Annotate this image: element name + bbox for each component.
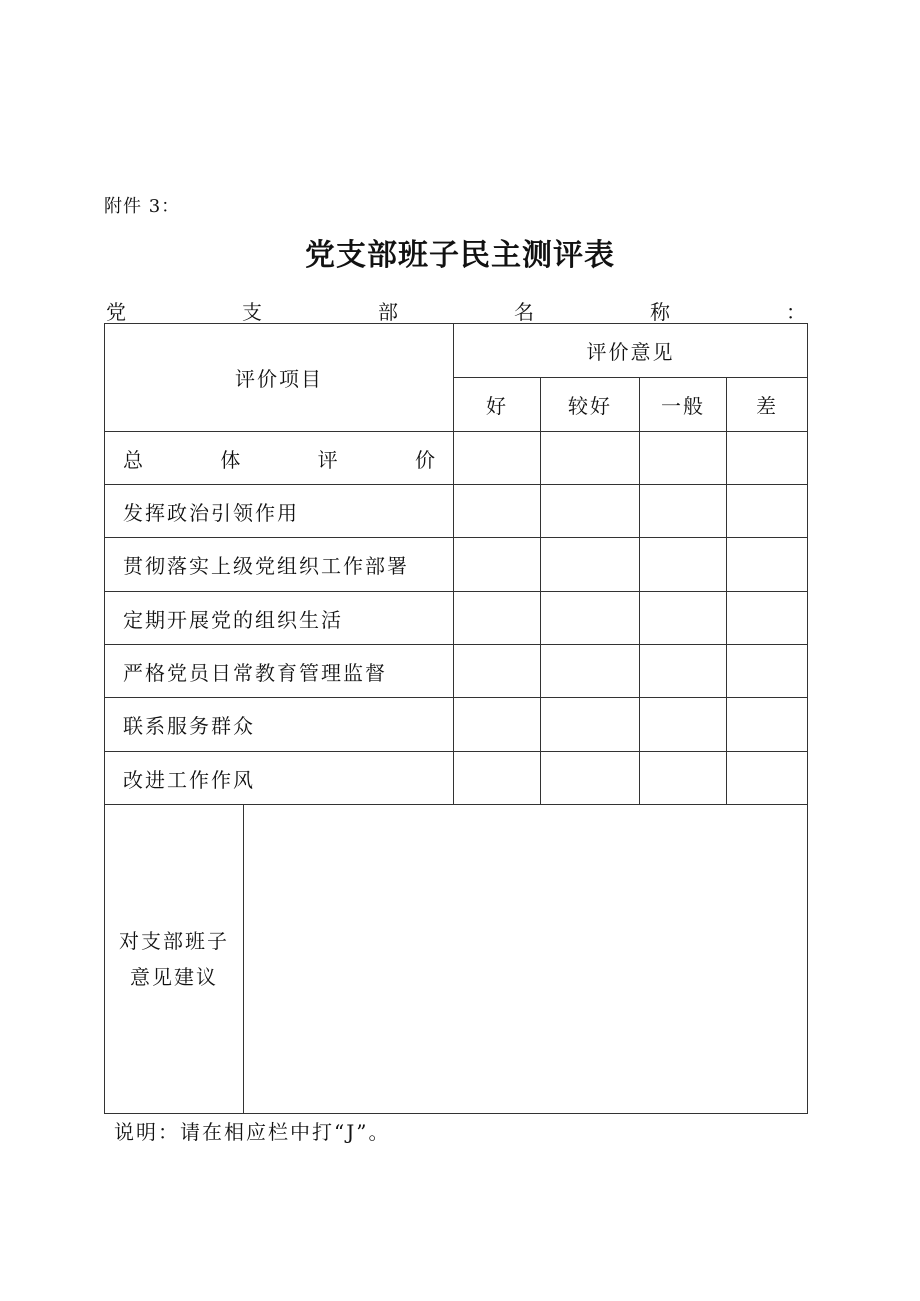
rating-cell-fairly-good[interactable]	[541, 432, 640, 485]
rating-cell-good[interactable]	[454, 698, 541, 752]
branch-name-char: ：	[786, 300, 806, 324]
overall-evaluation-label	[105, 432, 454, 485]
branch-name-label	[106, 296, 806, 322]
rating-cell-poor[interactable]	[727, 485, 808, 538]
rating-cell-good[interactable]	[454, 592, 541, 645]
rating-cell-fairly-good[interactable]	[541, 698, 640, 752]
overall-char: 评	[317, 447, 340, 472]
evaluation-item-label: 严格党员日常教育管理监督	[105, 645, 454, 698]
rating-cell-poor[interactable]	[727, 645, 808, 698]
rating-cell-fairly-good[interactable]	[541, 592, 640, 645]
evaluation-table	[104, 323, 808, 1114]
branch-name-char: 支	[242, 300, 262, 324]
evaluation-item-label: 改进工作作风	[105, 752, 454, 805]
rating-cell-good[interactable]	[454, 752, 541, 805]
branch-name-char: 部	[378, 300, 398, 324]
remarks-label-line: 意见建议	[130, 965, 218, 989]
branch-name-char: 名	[514, 300, 534, 324]
rating-cell-poor[interactable]	[727, 698, 808, 752]
overall-char: 总	[123, 447, 145, 472]
rating-cell-good[interactable]	[454, 538, 541, 592]
branch-name-char: 党	[106, 300, 126, 324]
remarks-label	[105, 805, 244, 1114]
rating-cell-fairly-good[interactable]	[541, 485, 640, 538]
rating-cell-average[interactable]	[640, 592, 727, 645]
rating-cell-average[interactable]	[640, 432, 727, 485]
evaluation-item-label: 发挥政治引领作用	[105, 485, 454, 538]
rating-cell-fairly-good[interactable]	[541, 538, 640, 592]
rating-cell-good[interactable]	[454, 432, 541, 485]
rating-header-good: 好	[454, 378, 541, 432]
rating-cell-poor[interactable]	[727, 432, 808, 485]
instruction-note: 说明：请在相应栏中打“J”。	[114, 1120, 391, 1144]
evaluation-item-label: 贯彻落实上级党组织工作部署	[105, 538, 454, 592]
rating-cell-average[interactable]	[640, 698, 727, 752]
remarks-input-area[interactable]	[244, 805, 808, 1114]
rating-header-average: 一般	[640, 378, 727, 432]
item-header: 评价项目	[105, 324, 454, 432]
rating-cell-poor[interactable]	[727, 592, 808, 645]
rating-cell-fairly-good[interactable]	[541, 752, 640, 805]
rating-header-poor: 差	[727, 378, 808, 432]
opinion-header: 评价意见	[454, 324, 808, 378]
rating-cell-good[interactable]	[454, 645, 541, 698]
rating-cell-poor[interactable]	[727, 538, 808, 592]
form-title: 党支部班子民主测评表	[305, 238, 615, 273]
overall-char: 体	[220, 447, 243, 472]
overall-char: 价	[414, 447, 437, 472]
rating-cell-poor[interactable]	[727, 752, 808, 805]
evaluation-item-label: 联系服务群众	[105, 698, 454, 752]
branch-name-char: 称	[650, 300, 670, 324]
rating-cell-fairly-good[interactable]	[541, 645, 640, 698]
remarks-label-line: 对支部班子	[119, 929, 229, 953]
rating-cell-average[interactable]	[640, 752, 727, 805]
rating-cell-average[interactable]	[640, 538, 727, 592]
annex-label: 附件 3：	[104, 196, 181, 217]
evaluation-item-label: 定期开展党的组织生活	[105, 592, 454, 645]
rating-cell-average[interactable]	[640, 485, 727, 538]
rating-cell-good[interactable]	[454, 485, 541, 538]
rating-header-fairly-good: 较好	[541, 378, 640, 432]
rating-cell-average[interactable]	[640, 645, 727, 698]
